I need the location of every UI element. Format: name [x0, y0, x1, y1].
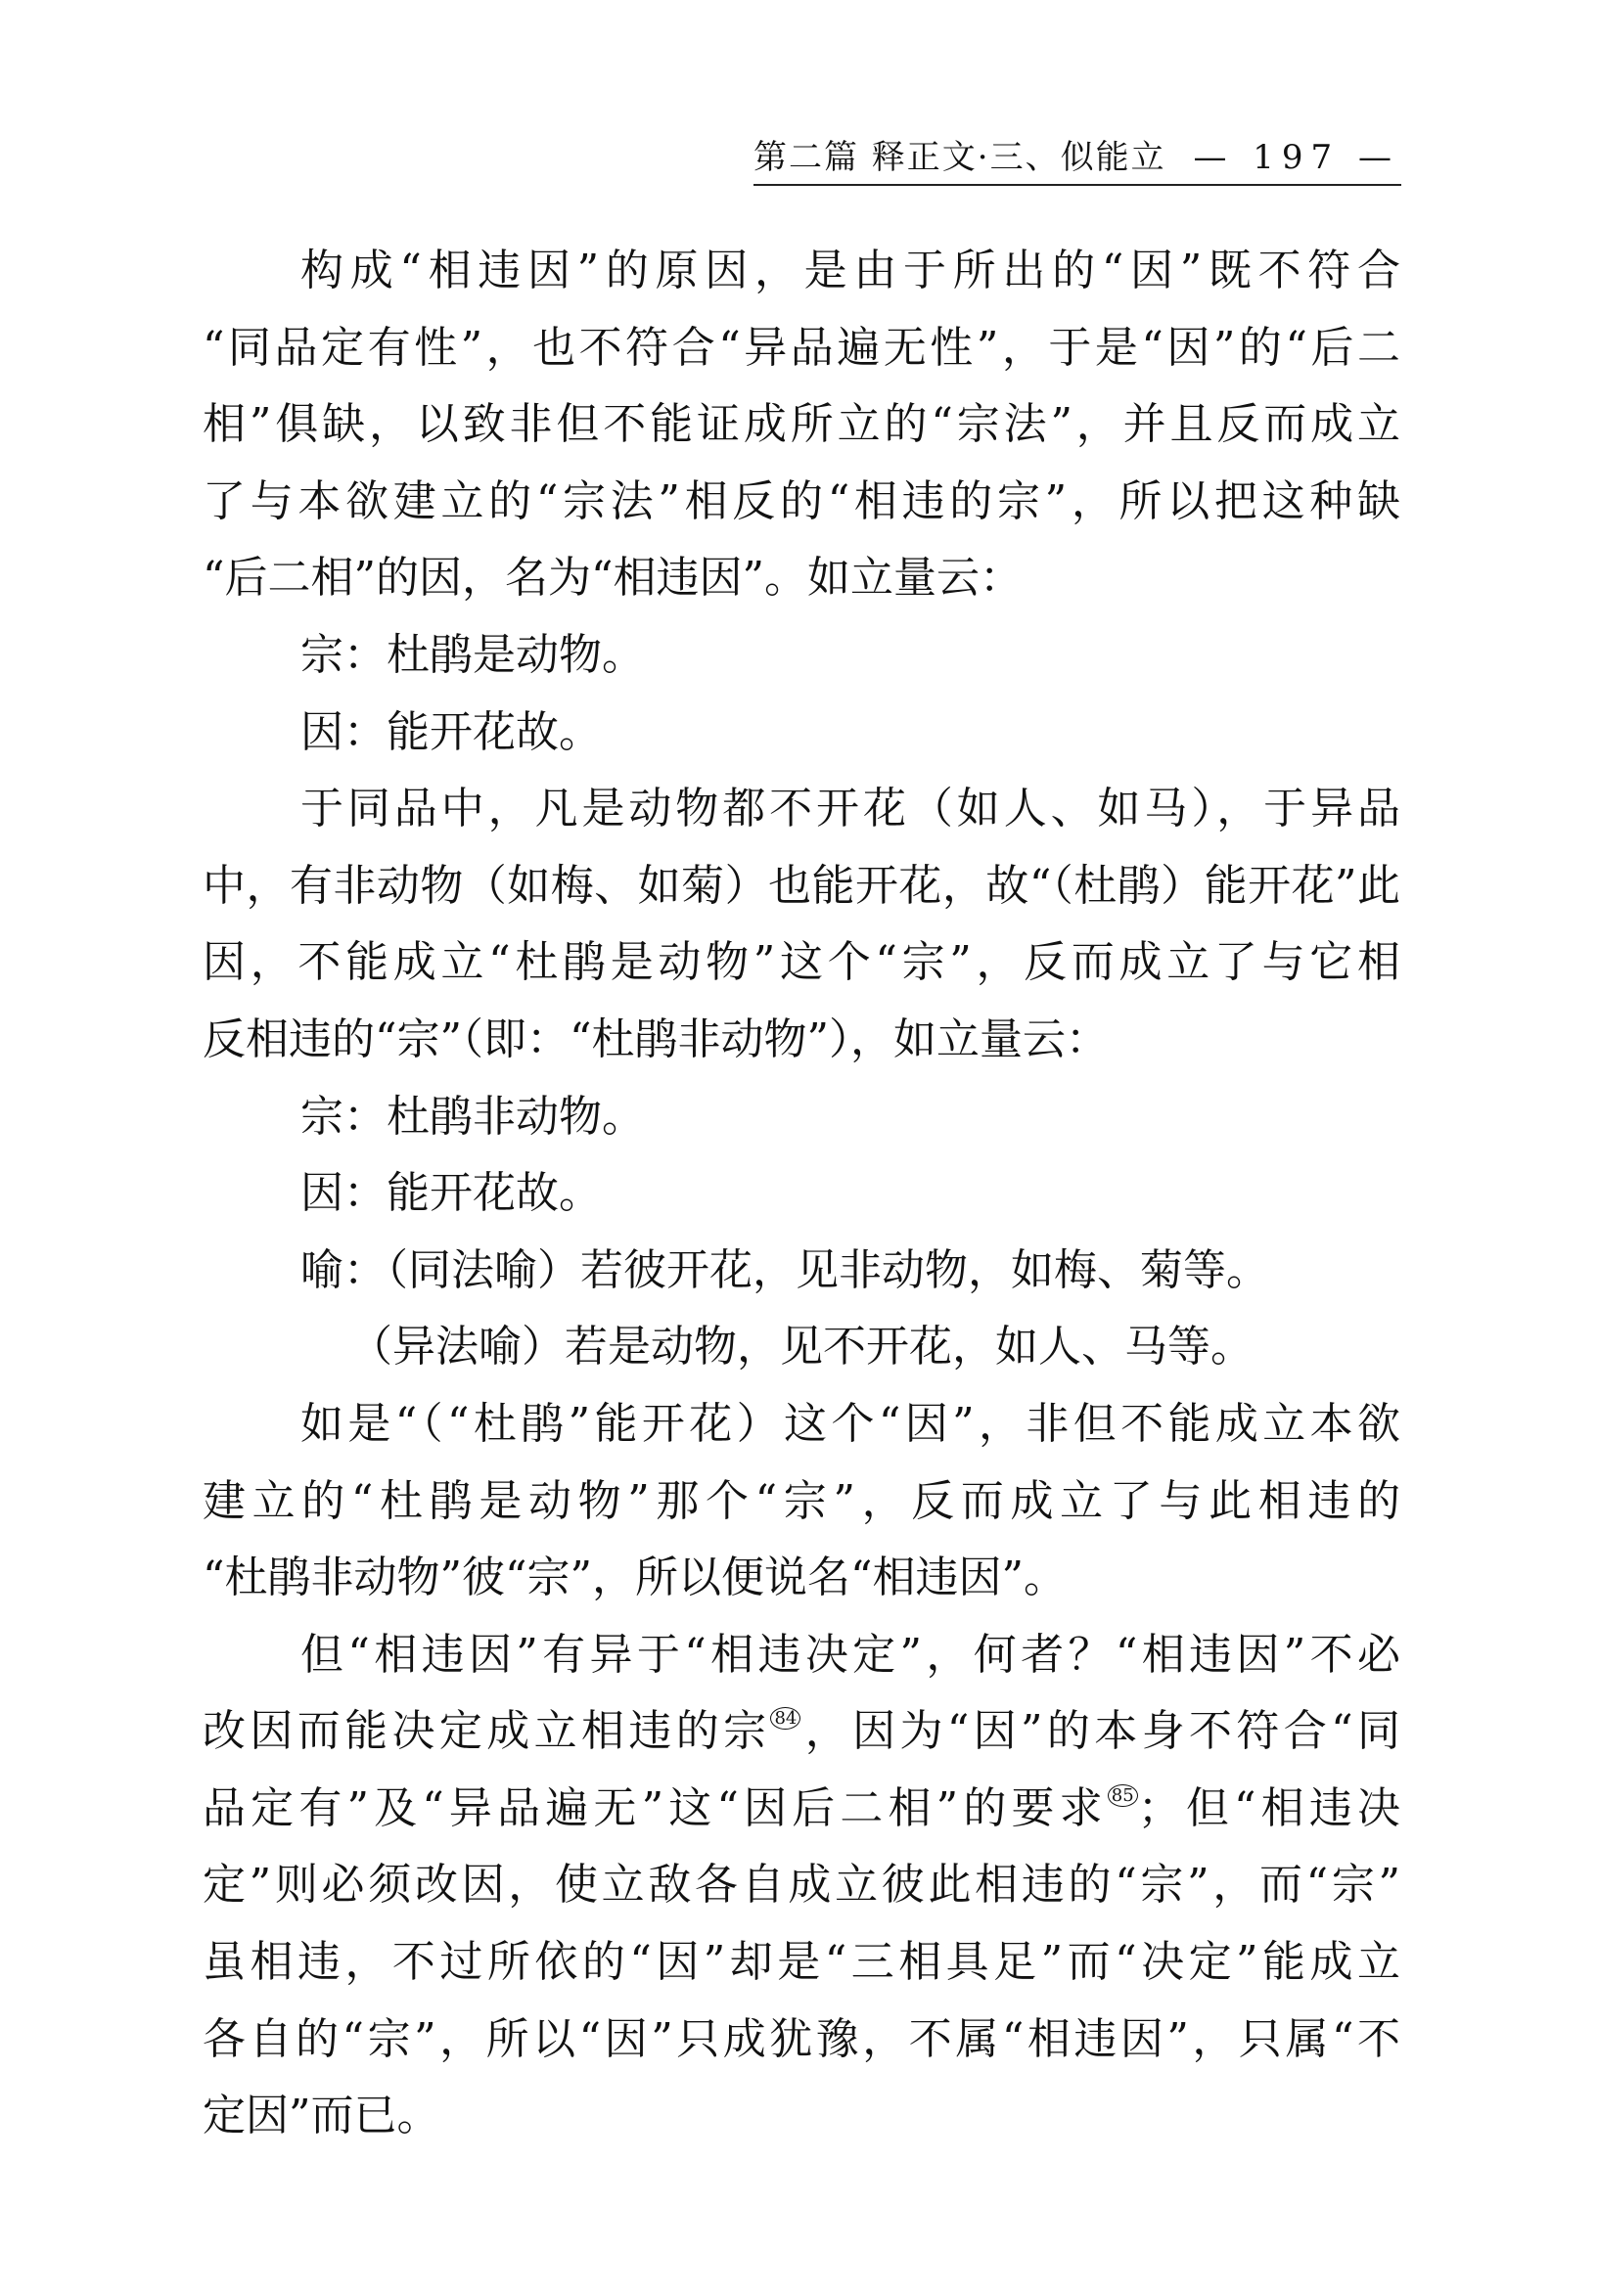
text-line: 了与本欲建立的“宗法”相反的“相违的宗”，所以把这种缺 — [203, 475, 1400, 526]
text-line — [203, 1771, 1400, 1848]
text-line: “杜鹃非动物”彼“宗”，所以便说名“相违因”。 — [203, 1553, 1067, 1603]
text-line: 因：能开花故。 — [300, 706, 602, 757]
text-line: 建立的“杜鹃是动物”那个“宗”，反而成立了与此相违的 — [203, 1475, 1400, 1526]
text-line: 中，有非动物（如梅、如菊）也能开花，故“（杜鹃）能开花”此 — [203, 860, 1400, 911]
text-line — [203, 1693, 1400, 1771]
footnote-marker[interactable]: 84 — [770, 1707, 800, 1730]
page-number: — 197 — — [1193, 138, 1399, 177]
text-line: 宗：杜鹃非动物。 — [300, 1091, 645, 1142]
text-line: 喻：（同法喻）若彼开花，见非动物，如梅、菊等。 — [300, 1244, 1269, 1295]
text-line: 因：能开花故。 — [300, 1168, 602, 1219]
text-line: 定因”而已。 — [203, 2091, 440, 2141]
text-line: “后二相”的因，名为“相违因”。如立量云： — [203, 553, 1023, 604]
text-line: 如是“（“杜鹃”能开花）这个“因”，非但不能成立本欲 — [300, 1398, 1400, 1449]
text-line: （异法喻）若是动物，见不开花，如人、马等。 — [349, 1322, 1254, 1373]
text-line: “同品定有性”，也不符合“异品遍无性”，于是“因”的“后二 — [203, 322, 1400, 373]
text-line: 于同品中，凡是动物都不开花（如人、如马），于异品 — [300, 784, 1400, 834]
footnote-marker[interactable]: 85 — [1108, 1784, 1138, 1807]
text-segment: ；但“相违决 — [1137, 1782, 1400, 1833]
header-rule — [753, 184, 1401, 186]
text-line: 宗：杜鹃是动物。 — [300, 629, 645, 680]
running-header-title: 第二篇 释正文·三、似能立 — [753, 138, 1166, 177]
text-line: 反相违的“宗”（即：“杜鹃非动物”），如立量云： — [203, 1013, 1109, 1064]
text-line: 相”俱缺，以致非但不能证成所立的“宗法”，并且反而成立 — [203, 399, 1400, 450]
text-line: 但“相违因”有异于“相违决定”，何者？“相违因”不必 — [300, 1629, 1400, 1680]
text-line: 虽相违，不过所依的“因”却是“三相具足”而“决定”能成立 — [203, 1937, 1400, 1988]
text-segment: 品定有”及“异品遍无”这“因后二相”的要求 — [203, 1782, 1108, 1833]
text-segment: 改因而能决定成立相违的宗 — [203, 1706, 771, 1757]
text-segment: ，因为“因”的本身不符合“同 — [800, 1706, 1400, 1757]
text-line: 定”则必须改因，使立敌各自成立彼此相违的“宗”，而“宗” — [203, 1860, 1400, 1911]
text-line: 因，不能成立“杜鹃是动物”这个“宗”，反而成立了与它相 — [203, 937, 1400, 988]
body-text — [203, 233, 1400, 2155]
text-line: 各自的“宗”，所以“因”只成犹豫，不属“相违因”，只属“不 — [203, 2013, 1400, 2064]
text-line: 构成“相违因”的原因，是由于所出的“因”既不符合 — [300, 246, 1400, 295]
running-header — [753, 135, 1399, 180]
